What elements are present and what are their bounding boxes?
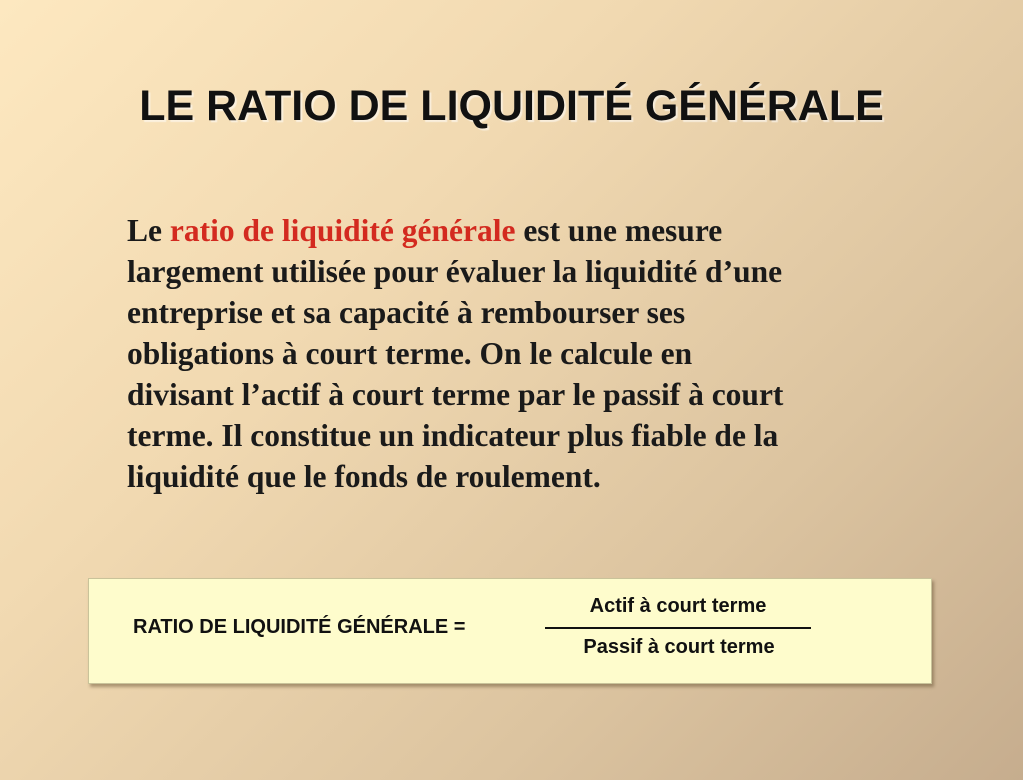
paragraph-line-6: terme. Il constitue un indicateur plus fiable de la — [127, 418, 779, 453]
slide-title: LE RATIO DE LIQUIDITÉ GÉNÉRALE — [139, 82, 884, 130]
paragraph-line-1 — [127, 210, 927, 251]
paragraph-intro: Le — [127, 213, 170, 248]
body-paragraph — [127, 210, 927, 497]
formula-label: RATIO DE LIQUIDITÉ GÉNÉRALE = — [133, 616, 466, 638]
formula-denominator: Passif à court terme — [583, 636, 775, 658]
fraction-bar — [545, 627, 811, 629]
paragraph-line-1-rest: est une mesure — [515, 213, 723, 248]
paragraph-line-2: largement utilisée pour évaluer la liquidité d’une — [127, 254, 783, 289]
paragraph-line-3: entreprise et sa capacité à rembourser ses — [127, 295, 686, 330]
paragraph-line-7: liquidité que le fonds de roulement. — [127, 459, 601, 494]
paragraph-line-4: obligations à court terme. On le calcule en — [127, 336, 693, 371]
paragraph-line-5: divisant l’actif à court terme par le passif à court — [127, 377, 784, 412]
highlighted-term: ratio de liquidité générale — [169, 213, 516, 248]
formula-box — [88, 578, 932, 684]
formula-numerator: Actif à court terme — [589, 595, 767, 617]
